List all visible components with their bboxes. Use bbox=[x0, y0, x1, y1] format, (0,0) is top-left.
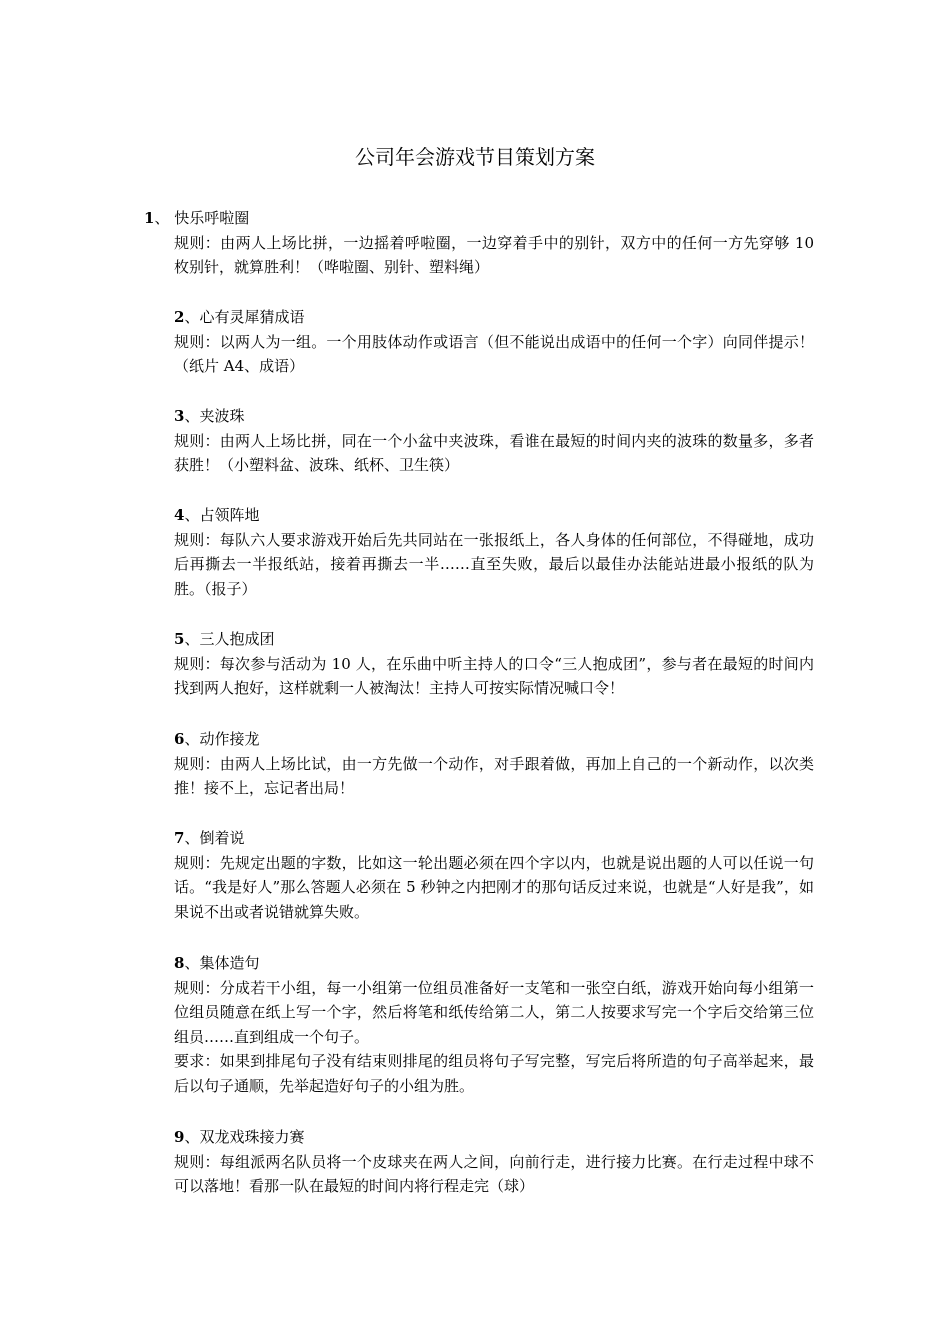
section-separator: 、 bbox=[184, 730, 200, 748]
section-number: 1 bbox=[144, 209, 155, 227]
section-name: 三人抱成团 bbox=[199, 630, 275, 648]
section-number: 3 bbox=[174, 407, 185, 425]
section-number: 4 bbox=[174, 506, 185, 524]
section-number: 7 bbox=[174, 829, 185, 847]
section-separator: 、 bbox=[154, 209, 175, 227]
section-name: 快乐呼啦圈 bbox=[174, 209, 250, 227]
game-section-5 bbox=[174, 627, 814, 701]
rule-paragraph: 规则：分成若干小组，每一小组第一位组员准备好一支笔和一张空白纸，游戏开始向每小组第一位组员随意在纸上写一个字，然后将笔和纸传给第二人，第二人按要求写完一个字后交给第三位组员……直到组成一个句子。 bbox=[174, 978, 814, 1046]
section-heading bbox=[174, 627, 814, 652]
requirement-paragraph: 要求：如果到排尾句子没有结束则排尾的组员将句子写完整，写完后将所造的句子高举起来，最后以句子通顺，先举起造好句子的小组为胜。 bbox=[174, 1052, 814, 1095]
rule-paragraph: 规则：由两人上场比拼，一边摇着呼啦圈，一边穿着手中的别针，双方中的任何一方先穿够 10 枚别针，就算胜利！（哗啦圈、别针、塑料绳） bbox=[174, 233, 814, 276]
document-title: 公司年会游戏节目策划方案 bbox=[355, 145, 595, 169]
section-heading bbox=[174, 727, 814, 752]
rule-paragraph: 规则：每队六人要求游戏开始后先共同站在一张报纸上，各人身体的任何部位，不得碰地，成功后再撕去一半报纸站，接着再撕去一半……直至失败，最后以最佳办法能站进最小报纸的队为胜。（报子） bbox=[174, 530, 814, 598]
section-heading bbox=[174, 826, 814, 851]
section-number: 5 bbox=[174, 630, 185, 648]
section-heading bbox=[174, 951, 814, 976]
section-number: 8 bbox=[174, 954, 185, 972]
section-separator: 、 bbox=[184, 829, 200, 847]
rule-paragraph: 规则：每组派两名队员将一个皮球夹在两人之间，向前行走，进行接力比赛。在行走过程中球不可以落地！看那一队在最短的时间内将行程走完（球） bbox=[174, 1152, 814, 1195]
section-heading bbox=[144, 206, 814, 231]
section-name: 夹波珠 bbox=[199, 407, 245, 425]
section-name: 倒着说 bbox=[199, 829, 245, 847]
section-number: 2 bbox=[174, 308, 185, 326]
game-section-8 bbox=[174, 951, 814, 1098]
game-section-3 bbox=[174, 404, 814, 478]
section-separator: 、 bbox=[184, 407, 200, 425]
game-section-4 bbox=[174, 503, 814, 601]
game-section-7 bbox=[174, 826, 814, 924]
section-name: 动作接龙 bbox=[199, 730, 260, 748]
rule-paragraph: 规则：由两人上场比试，由一方先做一个动作，对手跟着做，再加上自己的一个新动作，以次类推！接不上，忘记者出局！ bbox=[174, 754, 814, 797]
section-heading bbox=[174, 305, 814, 330]
section-name: 心有灵犀猜成语 bbox=[199, 308, 305, 326]
section-name: 集体造句 bbox=[199, 954, 260, 972]
section-heading bbox=[174, 503, 814, 528]
section-heading bbox=[174, 1125, 814, 1150]
game-section-1 bbox=[144, 206, 814, 280]
section-separator: 、 bbox=[184, 630, 200, 648]
rule-paragraph: 规则：由两人上场比拼，同在一个小盆中夹波珠，看谁在最短的时间内夹的波珠的数量多，多者获胜！（小塑料盆、波珠、纸杯、卫生筷） bbox=[174, 431, 814, 474]
rule-paragraph: 规则：每次参与活动为 10 人，在乐曲中听主持人的口令“三人抱成团”，参与者在最短的时间内找到两人抱好，这样就剩一人被淘汰！主持人可按实际情况喊口令！ bbox=[174, 654, 814, 697]
section-separator: 、 bbox=[184, 308, 200, 326]
section-separator: 、 bbox=[184, 954, 200, 972]
section-separator: 、 bbox=[184, 1128, 200, 1146]
section-name: 双龙戏珠接力赛 bbox=[199, 1128, 305, 1146]
rule-paragraph: 规则：以两人为一组。一个用肢体动作或语言（但不能说出成语中的任何一个字）向同伴提示！（纸片 A4、成语） bbox=[174, 332, 814, 375]
game-section-9 bbox=[174, 1125, 814, 1199]
game-section-6 bbox=[174, 727, 814, 801]
section-heading bbox=[174, 404, 814, 429]
section-number: 6 bbox=[174, 730, 185, 748]
section-number: 9 bbox=[174, 1128, 185, 1146]
game-section-2 bbox=[174, 305, 814, 379]
section-separator: 、 bbox=[184, 506, 200, 524]
section-name: 占领阵地 bbox=[199, 506, 260, 524]
rule-paragraph: 规则：先规定出题的字数，比如这一轮出题必须在四个字以内，也就是说出题的人可以任说一句话。“我是好人”那么答题人必须在 5 秒钟之内把刚才的那句话反过来说，也就是“人好是我”，如果说不出或者说错就算失败。 bbox=[174, 853, 814, 921]
